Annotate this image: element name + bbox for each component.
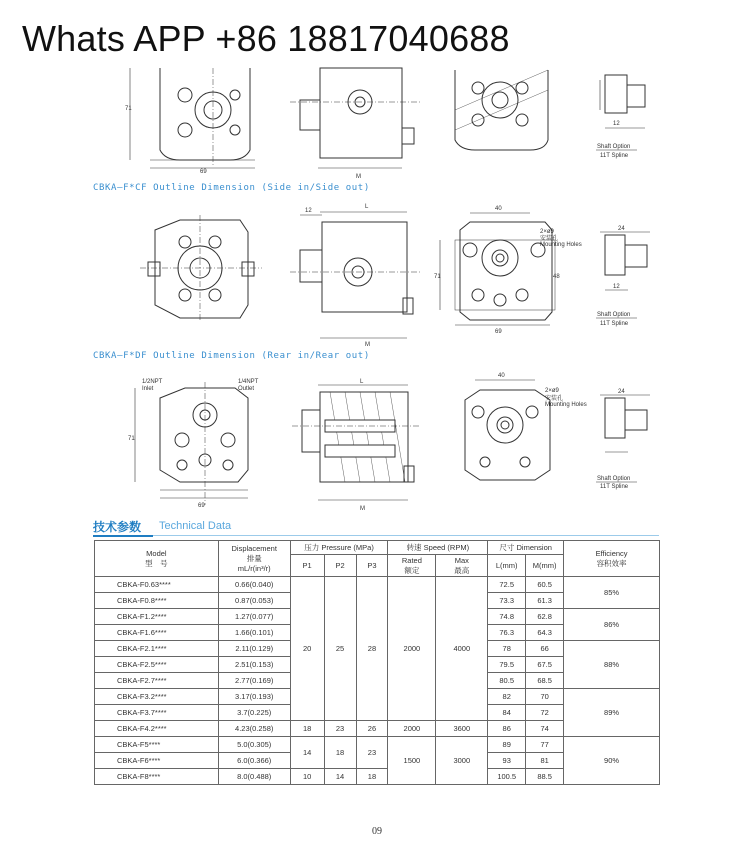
model-cell: CBKA-F2.5**** xyxy=(95,657,219,673)
technical-data-title-cn: 技术参数 xyxy=(93,520,142,534)
displacement-cell: 1.66(0.101) xyxy=(218,625,290,641)
efficiency-cell: 90% xyxy=(564,737,660,785)
section-title-cf: CBKA–F*CF Outline Dimension (Side in/Side out) xyxy=(93,183,370,193)
p1-cell: 10 xyxy=(290,769,324,785)
drawing-row2-shaft xyxy=(596,232,650,318)
header-displacement: Displacement 排量 mL/r(in³/r) xyxy=(218,541,290,577)
displacement-cell: 2.77(0.169) xyxy=(218,673,290,689)
shaft-option-row1: Shaft Option xyxy=(597,144,631,150)
shaft-option-row2: Shaft Option xyxy=(597,312,631,318)
p2-cell: 14 xyxy=(324,769,356,785)
l-cell: 89 xyxy=(488,737,526,753)
m-cell: 74 xyxy=(526,721,564,737)
drawing-row2-front-view xyxy=(140,215,262,322)
rated-speed-cell: 1500 xyxy=(388,737,436,785)
drawing-row3-section-view xyxy=(292,385,420,500)
model-cell: CBKA-F3.2**** xyxy=(95,689,219,705)
p1-cell: 18 xyxy=(290,721,324,737)
holes-row2: 2×ø9 xyxy=(540,229,554,235)
l-cell: 74.8 xyxy=(488,609,526,625)
outlet-label: 1/4NPT xyxy=(238,379,259,385)
m-cell: 70 xyxy=(526,689,564,705)
model-cell: CBKA-F1.2**** xyxy=(95,609,219,625)
header-p3: P3 xyxy=(356,555,388,577)
model-cell: CBKA-F4.2**** xyxy=(95,721,219,737)
displacement-cell: 2.51(0.153) xyxy=(218,657,290,673)
drawing-row1-front-view xyxy=(130,68,255,168)
m-cell: 72 xyxy=(526,705,564,721)
m-cell: 60.5 xyxy=(526,577,564,593)
holes-row3: 2×ø9 xyxy=(545,388,559,394)
model-cell: CBKA-F0.8**** xyxy=(95,593,219,609)
spline-row2: 11T Spline xyxy=(600,321,629,327)
dim-69-row3: 69 xyxy=(198,503,205,509)
p1-cell: 20 xyxy=(290,577,324,721)
spline-row1: 11T Spline xyxy=(600,153,629,159)
displacement-cell: 3.17(0.193) xyxy=(218,689,290,705)
displacement-cell: 0.66(0.040) xyxy=(218,577,290,593)
displacement-cell: 1.27(0.077) xyxy=(218,609,290,625)
drawing-row2-side-view xyxy=(290,212,420,338)
dim-12-row2: 12 xyxy=(305,208,312,214)
dim-40-row2: 40 xyxy=(495,206,502,212)
dim-69-row2: 69 xyxy=(495,329,502,335)
dim-12-row2b: 12 xyxy=(613,284,620,290)
model-cell: CBKA-F1.6**** xyxy=(95,625,219,641)
m-cell: 64.3 xyxy=(526,625,564,641)
model-cell: CBKA-F2.7**** xyxy=(95,673,219,689)
m-cell: 67.5 xyxy=(526,657,564,673)
technical-data-header xyxy=(93,518,659,536)
header-dimension: 尺寸 Dimension xyxy=(488,541,564,555)
dim-m-row2: M xyxy=(365,342,370,348)
model-cell: CBKA-F0.63**** xyxy=(95,577,219,593)
m-cell: 68.5 xyxy=(526,673,564,689)
m-cell: 81 xyxy=(526,753,564,769)
header-m: M(mm) xyxy=(526,555,564,577)
p2-cell: 25 xyxy=(324,577,356,721)
displacement-cell: 2.11(0.129) xyxy=(218,641,290,657)
mounting-holes-row2: Mounting Holes xyxy=(540,242,582,248)
displacement-cell: 6.0(0.366) xyxy=(218,753,290,769)
table-row xyxy=(95,737,660,753)
dim-69-row1: 69 xyxy=(200,169,207,175)
p2-cell: 23 xyxy=(324,721,356,737)
drawing-row3-front-view xyxy=(135,382,248,505)
model-cell: CBKA-F3.7**** xyxy=(95,705,219,721)
p2-cell: 18 xyxy=(324,737,356,769)
l-cell: 93 xyxy=(488,753,526,769)
max-speed-cell: 3000 xyxy=(436,737,488,785)
efficiency-cell: 89% xyxy=(564,689,660,737)
header-l: L(mm) xyxy=(488,555,526,577)
mounting-holes-cn-row2: 安装孔 xyxy=(540,236,559,242)
header-p1: P1 xyxy=(290,555,324,577)
header-speed: 转速 Speed (RPM) xyxy=(388,541,488,555)
page-number: 09 xyxy=(372,826,382,837)
header-pressure: 压力 Pressure (MPa) xyxy=(290,541,388,555)
drawing-row2-rear-view xyxy=(440,213,555,325)
model-cell: CBKA-F6**** xyxy=(95,753,219,769)
drawing-row1-shaft xyxy=(596,75,645,150)
m-cell: 66 xyxy=(526,641,564,657)
dim-71-row3: 71 xyxy=(128,436,135,442)
m-cell: 77 xyxy=(526,737,564,753)
header-efficiency: Efficiency 容积效率 xyxy=(564,541,660,577)
outlet-word: Outlet xyxy=(238,386,255,392)
p1-cell: 14 xyxy=(290,737,324,769)
efficiency-cell: 88% xyxy=(564,641,660,689)
dim-71-row2: 71 xyxy=(434,274,441,280)
drawing-row3-rear-view xyxy=(465,380,550,480)
max-speed-cell: 4000 xyxy=(436,577,488,721)
header-rule xyxy=(93,535,659,536)
rated-speed-cell: 2000 xyxy=(388,577,436,721)
dim-12-row1: 12 xyxy=(613,121,620,127)
table-header-row-1 xyxy=(95,541,660,555)
displacement-cell: 5.0(0.305) xyxy=(218,737,290,753)
rated-speed-cell: 2000 xyxy=(388,721,436,737)
dim-m-row1: M xyxy=(356,174,361,180)
technical-data-table xyxy=(94,540,660,785)
displacement-cell: 4.23(0.258) xyxy=(218,721,290,737)
m-cell: 88.5 xyxy=(526,769,564,785)
dim-l-row3: L xyxy=(360,379,364,385)
drawing-row3-shaft xyxy=(596,395,650,482)
p3-cell: 26 xyxy=(356,721,388,737)
mounting-holes-cn-row3: 安装孔 xyxy=(545,396,564,402)
dim-48-row2: 48 xyxy=(553,274,560,280)
model-cell: CBKA-F8**** xyxy=(95,769,219,785)
l-cell: 82 xyxy=(488,689,526,705)
efficiency-cell: 86% xyxy=(564,609,660,641)
mounting-holes-row3: Mounting Holes xyxy=(545,402,587,408)
header-model: Model 型 号 xyxy=(95,541,219,577)
l-cell: 86 xyxy=(488,721,526,737)
table-row xyxy=(95,577,660,593)
l-cell: 80.5 xyxy=(488,673,526,689)
efficiency-cell: 85% xyxy=(564,577,660,609)
p3-cell: 18 xyxy=(356,769,388,785)
dim-24-row2: 24 xyxy=(618,226,625,232)
p3-cell: 23 xyxy=(356,737,388,769)
l-cell: 72.5 xyxy=(488,577,526,593)
drawing-row1-side-view xyxy=(290,68,420,168)
dim-40-row3: 40 xyxy=(498,373,505,379)
l-cell: 73.3 xyxy=(488,593,526,609)
drawing-row1-rear-view xyxy=(455,70,548,150)
dim-24-row3: 24 xyxy=(618,389,625,395)
shaft-option-row3: Shaft Option xyxy=(597,476,631,482)
l-cell: 79.5 xyxy=(488,657,526,673)
dim-71-row1: 71 xyxy=(125,106,132,112)
technical-data-title-en: Technical Data xyxy=(159,520,232,532)
header-p2: P2 xyxy=(324,555,356,577)
l-cell: 78 xyxy=(488,641,526,657)
inlet-label: 1/2NPT xyxy=(142,379,163,385)
inlet-word: Inlet xyxy=(142,386,154,392)
displacement-cell: 0.87(0.053) xyxy=(218,593,290,609)
model-cell: CBKA-F5**** xyxy=(95,737,219,753)
dim-m-row3: M xyxy=(360,506,365,510)
header-rule-accent xyxy=(93,535,153,537)
p3-cell: 28 xyxy=(356,577,388,721)
header-rated: Rated 额定 xyxy=(388,555,436,577)
dim-l-row2: L xyxy=(365,204,369,210)
m-cell: 62.8 xyxy=(526,609,564,625)
header-max: Max 最高 xyxy=(436,555,488,577)
displacement-cell: 3.7(0.225) xyxy=(218,705,290,721)
whatsapp-banner: Whats APP +86 18817040688 xyxy=(22,18,510,59)
l-cell: 76.3 xyxy=(488,625,526,641)
l-cell: 84 xyxy=(488,705,526,721)
spline-row3: 11T Spline xyxy=(600,484,629,490)
max-speed-cell: 3600 xyxy=(436,721,488,737)
displacement-cell: 8.0(0.488) xyxy=(218,769,290,785)
m-cell: 61.3 xyxy=(526,593,564,609)
l-cell: 100.5 xyxy=(488,769,526,785)
section-title-df: CBKA–F*DF Outline Dimension (Rear in/Rear out) xyxy=(93,351,370,361)
model-cell: CBKA-F2.1**** xyxy=(95,641,219,657)
